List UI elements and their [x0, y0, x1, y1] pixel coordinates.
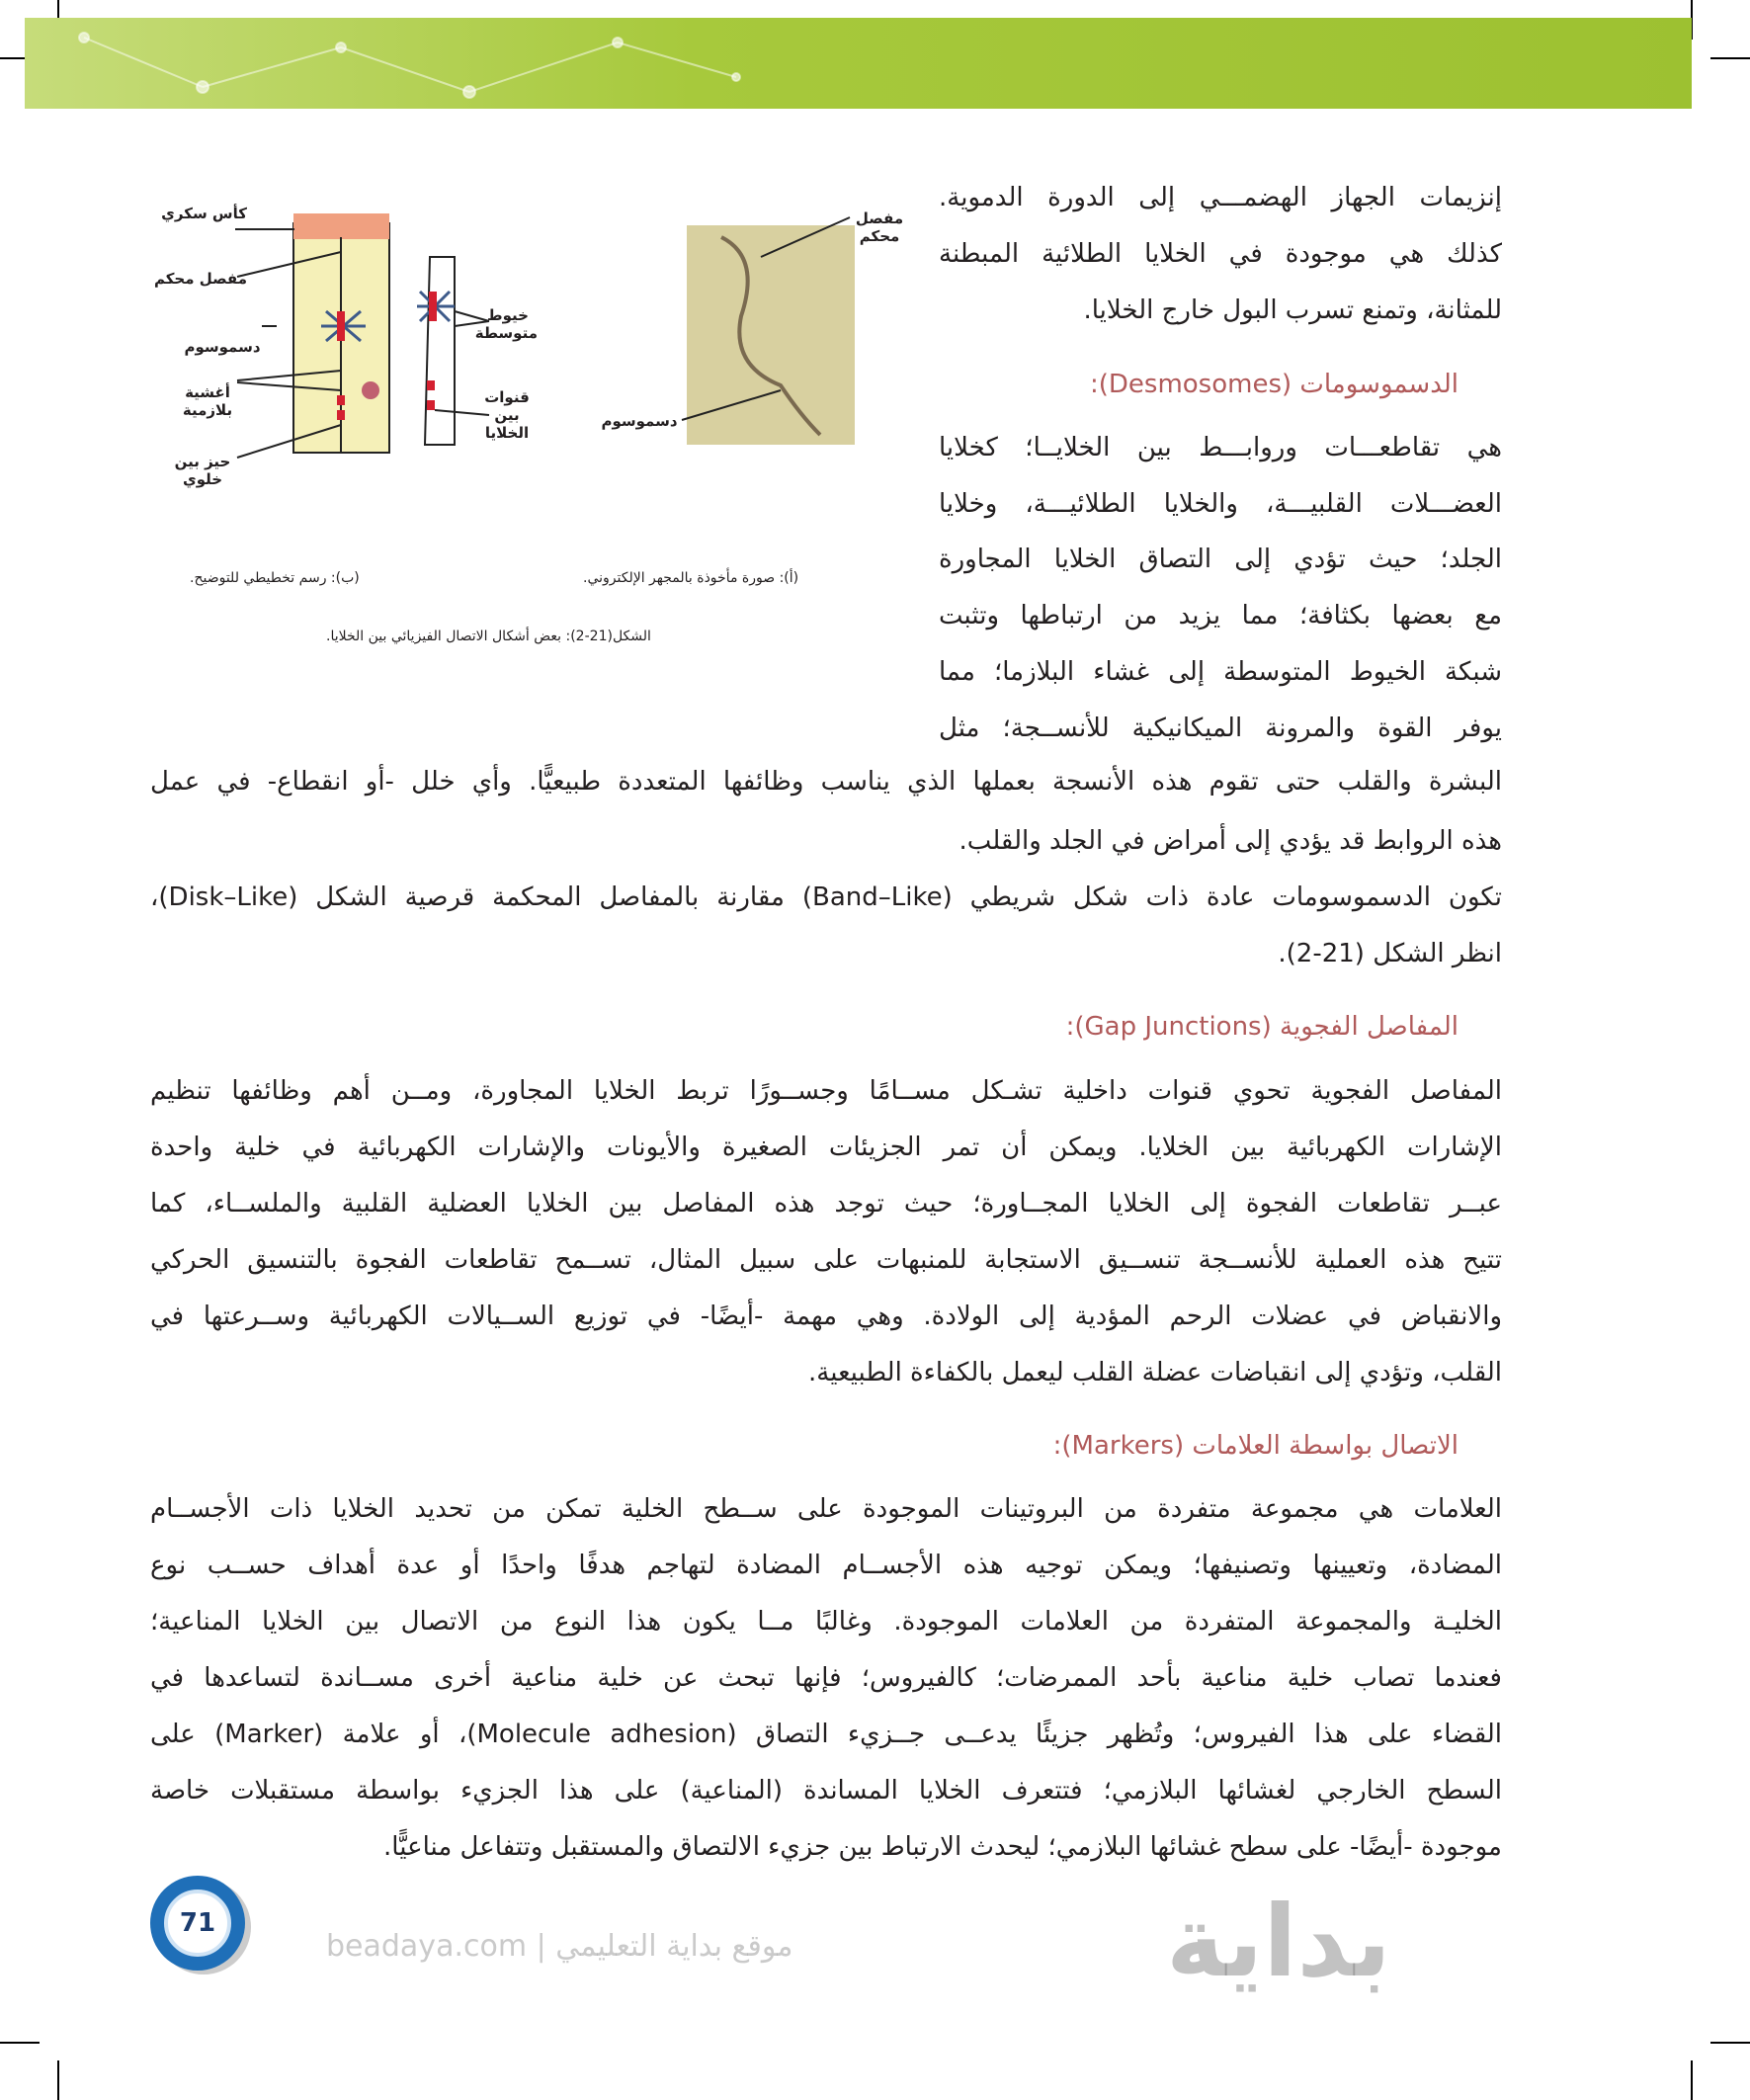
- body-line: الإشارات الكهربائية بين الخلايا. ويمكن أن تمر الجزيئات الصغيرة والأيونات والإشارات الكهربائية في خلية واحدة: [150, 1133, 1502, 1162]
- body-line: عبــر تقاطعات الفجوة إلى الخلايا المجــاورة؛ حيث توجد هذه المفاصل بين الخلايا العضلية القلبية والملســاء، كما: [150, 1189, 1502, 1218]
- heading-gap-junctions: المفاصل الفجوية (Gap Junctions):: [1065, 1012, 1458, 1042]
- body-line: للمثانة، وتمنع تسرب البول خارج الخلايا.: [1083, 295, 1502, 325]
- label-intermediate-filaments: خيوط متوسطة: [474, 306, 538, 342]
- body-line: هذه الروابط قد يؤدي إلى أمراض في الجلد والقلب.: [958, 826, 1502, 856]
- figure-caption: الشكل(21-2): بعض أشكال الاتصال الفيزيائي بين الخلايا.: [326, 629, 651, 644]
- crop-mark: [1710, 57, 1750, 59]
- network-pattern-icon: [25, 18, 1692, 109]
- header-banner: [25, 18, 1692, 109]
- body-line: العضـــلات القلبيـــة، والخلايا الطلائيـــة، وخلايا: [939, 489, 1502, 519]
- page-number: 71: [164, 1890, 231, 1957]
- body-line: تتيح هذه العملية للأنســجة تنســيق الاستجابة للمنبهات على سبيل المثال، تســمح تقاطعات الفجوة بالتنسيق الحركي: [150, 1245, 1502, 1275]
- label-desmosome: دسموسوم: [184, 338, 261, 356]
- crop-mark: [57, 2060, 59, 2100]
- crop-mark: [0, 2042, 40, 2044]
- body-line: انظر الشكل (21-2).: [1278, 939, 1502, 968]
- body-line: يوفر القوة والمرونة الميكانيكية للأنســجة؛ مثل: [939, 714, 1502, 743]
- label-desmosome-photo: دسموسوم: [601, 412, 678, 430]
- label-tight-junction: مفصل محكم: [153, 270, 247, 288]
- body-line: القضاء على هذا الفيروس؛ وتُظهر جزيئًا يدعــى جــزيء التصاق (Molecule adhesion)، أو علامة (Marker) على: [150, 1720, 1502, 1749]
- body-line: فعندما تصاب خلية مناعية بأحد الممرضات؛ كالفيروس؛ فإنها تبحث عن خلية مناعية أخرى مســاندة لتساعدها في: [150, 1663, 1502, 1693]
- caption-b: (ب): رسم تخطيطي للتوضيح.: [190, 570, 360, 586]
- page-number-badge: [150, 1876, 245, 1971]
- body-line: البشرة والقلب حتى تقوم هذه الأنسجة بعملها الذي يناسب وظائفها المتعددة طبيعيًّا. وأي خلل -أو انقطاع- في عمل: [150, 767, 1502, 797]
- label-gap-channels: قنوات بين الخلايا: [484, 388, 530, 442]
- body-line: الجلد؛ حيث تؤدي إلى التصاق الخلايا المجاورة: [939, 545, 1502, 574]
- cell-junction-diagram: [153, 198, 919, 494]
- body-line: شبكة الخيوط المتوسطة إلى غشاء البلازما؛ مما: [939, 657, 1502, 687]
- body-line: هي تقاطعـــات وروابـــط بين الخلايــا؛ كخلايا: [939, 433, 1502, 462]
- body-line: مع بعضها بكثافة؛ مما يزيد من ارتباطها وتثبت: [939, 601, 1502, 630]
- body-line: العلامات هي مجموعة متفردة من البروتينات الموجودة على ســطح الخلية تمكن من تحديد الخلايا ذات الأجســام: [150, 1494, 1502, 1524]
- body-line: تكون الدسموسومات عادة ذات شكل شريطي (Band–Like) مقارنة بالمفاصل المحكمة قرصية الشكل (Disk–Like)،: [150, 882, 1502, 912]
- body-line: الخليـة والمجموعة المتفردة من العلامات الموجودة. وغالبًا مــا يكون هذا النوع من الاتصال بين الخلايا المناعية؛: [150, 1607, 1502, 1637]
- crop-mark: [1691, 2060, 1693, 2100]
- watermark-logo: بداية: [1166, 1884, 1391, 1999]
- heading-desmosomes: الدسموسومات (Desmosomes):: [1089, 370, 1458, 399]
- heading-markers: الاتصال بواسطة العلامات (Markers):: [1052, 1431, 1458, 1461]
- label-plasma-membranes: أغشية بلازمية: [182, 383, 233, 419]
- body-line: القلب، وتؤدي إلى انقباضات عضلة القلب ليعمل بالكفاءة الطبيعية.: [808, 1358, 1502, 1387]
- body-line: كذلك هي موجودة في الخلايا الطلائية المبطنة: [939, 239, 1502, 269]
- label-intercellular-space: حيز بين خلوي: [174, 453, 231, 488]
- body-line: موجودة -أيضًا- على سطح غشائها البلازمي؛ ليحدث الارتباط بين جزيء الالتصاق والمستقبل وتتفاعل مناعيًّا.: [383, 1832, 1502, 1862]
- body-line: السطح الخارجي لغشائها البلازمي؛ فتتعرف الخلايا المساندة (المناعية) على هذا الجزيء بواسطة مستقبلات خاصة: [150, 1776, 1502, 1806]
- crop-mark: [1710, 2042, 1750, 2044]
- caption-a: (أ): صورة مأخوذة بالمجهر الإلكتروني.: [583, 570, 799, 586]
- body-line: والانقباض في عضلات الرحم المؤدية إلى الولادة. وهي مهمة -أيضًا- في توزيع الســيالات الكهربائية وســرعتها في: [150, 1302, 1502, 1331]
- body-line: المضادة، وتعيينها وتصنيفها؛ ويمكن توجيه هذه الأجســام المضادة لتهاجم هدفًا واحدًا أو عدة أهداف حســب نوع: [150, 1551, 1502, 1580]
- label-glycocalyx: كأس سكري: [161, 205, 247, 222]
- body-line: إنزيمات الجهاز الهضمـــي إلى الدورة الدموية.: [939, 183, 1502, 212]
- body-line: المفاصل الفجوية تحوي قنوات داخلية تشـكل مســامًا وجســورًا تربط الخلايا المجاورة، ومــن أهم وظائفها تنظيم: [150, 1076, 1502, 1106]
- label-tight-junction-photo: مفصل محكم: [855, 210, 904, 245]
- watermark-site: beadaya.com | موقع بداية التعليمي: [326, 1929, 793, 1964]
